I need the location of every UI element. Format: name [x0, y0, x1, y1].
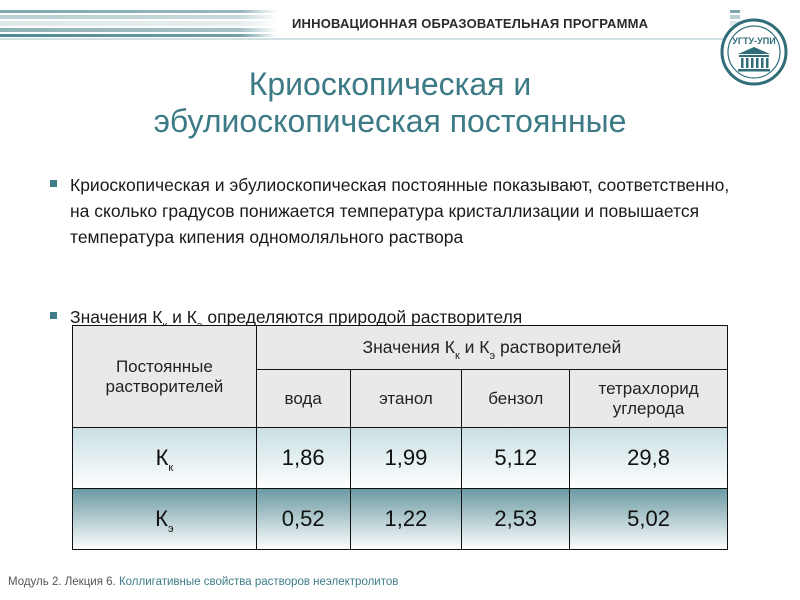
row-label-kk: [73, 428, 257, 489]
table-cell: 1,86: [256, 428, 350, 489]
group-header-suffix: растворителей: [495, 337, 622, 357]
title-line-2: эбулиоскопическая постоянные: [153, 103, 627, 139]
slide-title: [60, 66, 720, 140]
group-header-sub-k: к: [454, 350, 460, 362]
bullet-2-mid: и К: [167, 307, 197, 327]
bullet-2-sub-e: э: [196, 320, 203, 332]
table-cell: 5,12: [462, 428, 570, 489]
row-label-sub: э: [167, 523, 174, 535]
row-label-letter: К: [155, 506, 168, 531]
corner-header: Постоянные растворителей: [73, 326, 257, 428]
table-cell: 2,53: [462, 489, 570, 550]
group-header-prefix: Значения К: [362, 337, 455, 357]
table-cell: 1,99: [350, 428, 462, 489]
solvent-constants-table: [72, 325, 728, 550]
column-header-water: вода: [256, 370, 350, 428]
bullet-2-sub-k: к: [162, 320, 168, 332]
column-header-ccl4: тетрахлорид углерода: [570, 370, 728, 428]
bullet-2-prefix: Значения К: [70, 307, 163, 327]
table-row-kk: [73, 428, 728, 489]
bullet-square-icon: [50, 312, 57, 319]
logo-text: УГТУ-УПИ: [732, 36, 776, 46]
footer-topic: Коллигативные свойства растворов неэлектролитов: [118, 576, 399, 588]
footer-module: Модуль 2. Лекция 6.: [8, 576, 116, 588]
footer: [8, 576, 398, 588]
group-header-sub-e: э: [489, 350, 496, 362]
row-label-sub: к: [168, 462, 174, 474]
group-header-mid: и К: [459, 337, 490, 357]
table-row-ke: [73, 489, 728, 550]
table-cell: 1,22: [350, 489, 462, 550]
table-cell: 29,8: [570, 428, 728, 489]
group-header: [256, 326, 727, 370]
column-header-benzene: бензол: [462, 370, 570, 428]
bullet-item-1: [50, 172, 750, 250]
table-cell: 0,52: [256, 489, 350, 550]
university-logo-icon: [720, 18, 788, 86]
table-cell: 5,02: [570, 489, 728, 550]
program-label: ИННОВАЦИОННАЯ ОБРАЗОВАТЕЛЬНАЯ ПРОГРАММА: [292, 16, 649, 31]
title-line-1: Криоскопическая и: [248, 66, 532, 102]
bullet-text-1: Криоскопическая и эбулиоскопическая постоянные показывают, соответственно, на сколько градусов понижается температура кристаллизации и повышается температура кипения одномоляльного раствора: [70, 175, 730, 247]
row-label-letter: К: [155, 445, 169, 470]
bullet-square-icon: [50, 180, 57, 187]
column-header-ethanol: этанол: [350, 370, 462, 428]
bullet-2-suffix: определяются природой растворителя: [202, 307, 523, 327]
row-label-ke: [73, 489, 257, 550]
